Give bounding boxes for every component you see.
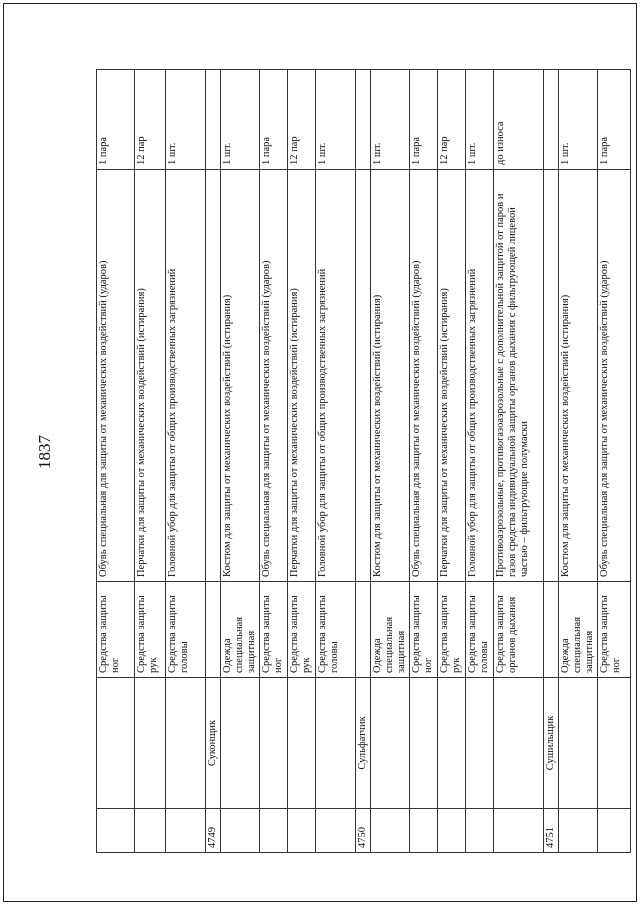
row-number-cell bbox=[221, 809, 260, 853]
ppe-norms-table bbox=[96, 69, 631, 853]
profession-cell bbox=[371, 678, 410, 809]
item-description-cell-text: Головной убор для защиты от общих производственных загрязнений bbox=[167, 268, 178, 577]
profession-cell bbox=[559, 678, 598, 809]
table-row bbox=[166, 70, 206, 853]
table-row bbox=[410, 70, 438, 853]
issue-norm-cell bbox=[135, 70, 166, 170]
row-number-cell bbox=[438, 809, 466, 853]
profession-cell bbox=[206, 678, 221, 809]
issue-norm-cell bbox=[97, 70, 135, 170]
profession-cell bbox=[166, 678, 206, 809]
item-description-cell bbox=[438, 170, 466, 582]
issue-norm-cell bbox=[544, 70, 559, 170]
issue-norm-cell-text: 12 пар bbox=[289, 136, 300, 165]
item-description-cell bbox=[135, 170, 166, 582]
item-description-cell-text: Обувь специальная для защиты от механических воздействий (ударов) bbox=[98, 260, 109, 577]
category-cell bbox=[166, 582, 206, 678]
category-cell bbox=[206, 582, 221, 678]
category-cell bbox=[316, 582, 356, 678]
category-cell bbox=[288, 582, 316, 678]
issue-norm-cell-text: 1 шт. bbox=[467, 142, 478, 165]
profession-cell bbox=[544, 678, 559, 809]
row-number-cell bbox=[410, 809, 438, 853]
item-description-cell bbox=[166, 170, 206, 582]
page-number: 1837 bbox=[35, 435, 54, 469]
issue-norm-cell-text: 12 пар bbox=[439, 136, 450, 165]
row-number-cell bbox=[494, 809, 544, 853]
category-cell bbox=[410, 582, 438, 678]
item-description-cell bbox=[494, 170, 544, 582]
issue-norm-cell bbox=[466, 70, 494, 170]
profession-row bbox=[206, 70, 221, 853]
item-description-cell-text: Головной убор для защиты от общих производственных загрязнений bbox=[317, 268, 328, 577]
profession-cell-text: Суконщик bbox=[207, 719, 218, 767]
profession-cell bbox=[135, 678, 166, 809]
item-description-cell bbox=[206, 170, 221, 582]
row-number-cell bbox=[288, 809, 316, 853]
profession-cell bbox=[494, 678, 544, 809]
category-cell-text: Средства защиты ног bbox=[261, 595, 284, 673]
row-number-cell bbox=[166, 809, 206, 853]
item-description-cell-text: Головной убор для защиты от общих производственных загрязнений bbox=[467, 268, 478, 577]
issue-norm-cell-text: 1 шт. bbox=[222, 142, 233, 165]
item-description-cell-text: Перчатки для защиты от механических воздействий (истирания) bbox=[439, 288, 450, 577]
category-cell bbox=[494, 582, 544, 678]
issue-norm-cell-text: 1 пара bbox=[261, 136, 272, 165]
category-cell bbox=[135, 582, 166, 678]
table-row bbox=[260, 70, 288, 853]
row-number-cell bbox=[356, 809, 371, 853]
row-number-cell bbox=[97, 809, 135, 853]
issue-norm-cell-text: 1 пара bbox=[98, 136, 109, 165]
issue-norm-cell bbox=[438, 70, 466, 170]
category-cell-text: Средства защиты головы bbox=[317, 595, 340, 673]
issue-norm-cell bbox=[494, 70, 544, 170]
table-row bbox=[494, 70, 544, 853]
issue-norm-cell bbox=[316, 70, 356, 170]
category-cell bbox=[466, 582, 494, 678]
item-description-cell bbox=[221, 170, 260, 582]
profession-cell-text: Сушильщик bbox=[545, 715, 556, 771]
category-cell bbox=[97, 582, 135, 678]
table-row bbox=[438, 70, 466, 853]
rotated-table-container bbox=[96, 70, 622, 853]
item-description-cell bbox=[544, 170, 559, 582]
profession-cell bbox=[356, 678, 371, 809]
category-cell bbox=[438, 582, 466, 678]
table-row bbox=[97, 70, 135, 853]
row-number-cell-text: 4749 bbox=[207, 827, 218, 848]
profession-cell bbox=[466, 678, 494, 809]
issue-norm-cell bbox=[410, 70, 438, 170]
row-number-cell-text: 4750 bbox=[357, 827, 368, 848]
issue-norm-cell bbox=[356, 70, 371, 170]
issue-norm-cell bbox=[371, 70, 410, 170]
category-cell-text: Средства защиты головы bbox=[167, 595, 190, 673]
row-number-cell bbox=[135, 809, 166, 853]
issue-norm-cell-text: 1 шт. bbox=[167, 142, 178, 165]
row-number-cell bbox=[260, 809, 288, 853]
category-cell-text: Средства защиты ног bbox=[599, 595, 622, 673]
profession-cell bbox=[316, 678, 356, 809]
item-description-cell bbox=[598, 170, 631, 582]
issue-norm-cell bbox=[166, 70, 206, 170]
issue-norm-cell bbox=[559, 70, 598, 170]
profession-cell bbox=[410, 678, 438, 809]
profession-row bbox=[356, 70, 371, 853]
category-cell-text: Одежда специальная защитная bbox=[222, 616, 257, 673]
category-cell-text: Средства защиты органов дыхания bbox=[495, 595, 518, 673]
issue-norm-cell-text: 1 шт. bbox=[560, 142, 571, 165]
issue-norm-cell bbox=[260, 70, 288, 170]
issue-norm-cell-text: 1 пара bbox=[599, 136, 610, 165]
category-cell-text: Средства защиты ног bbox=[98, 595, 121, 673]
profession-cell bbox=[97, 678, 135, 809]
issue-norm-cell-text: 1 шт. bbox=[372, 142, 383, 165]
item-description-cell bbox=[97, 170, 135, 582]
item-description-cell bbox=[371, 170, 410, 582]
category-cell bbox=[356, 582, 371, 678]
item-description-cell-text: Костюм для защиты от механических воздействий (истирания) bbox=[222, 294, 233, 577]
profession-cell bbox=[438, 678, 466, 809]
item-description-cell bbox=[410, 170, 438, 582]
category-cell-text: Одежда специальная защитная bbox=[560, 616, 595, 673]
profession-cell-text: Сульфатчик bbox=[357, 716, 368, 770]
category-cell bbox=[221, 582, 260, 678]
table-row bbox=[466, 70, 494, 853]
row-number-cell bbox=[206, 809, 221, 853]
profession-cell bbox=[260, 678, 288, 809]
row-number-cell bbox=[598, 809, 631, 853]
category-cell bbox=[598, 582, 631, 678]
item-description-cell-text: Костюм для защиты от механических воздействий (истирания) bbox=[560, 294, 571, 577]
table-body bbox=[97, 70, 631, 853]
issue-norm-cell bbox=[288, 70, 316, 170]
issue-norm-cell-text: 1 пара bbox=[411, 136, 422, 165]
table-row bbox=[288, 70, 316, 853]
category-cell-text: Средства защиты рук bbox=[136, 595, 159, 673]
item-description-cell-text: Противоаэрозольные, противогазоаэрозольные с дополнительной защитой от паров и газов средства индивидуальной защиты органов дыхания с фильтрующей лицевой частью – фильтрующие полумаски bbox=[495, 193, 530, 577]
row-number-cell bbox=[316, 809, 356, 853]
table-row bbox=[316, 70, 356, 853]
item-description-cell-text: Обувь специальная для защиты от механических воздействий (ударов) bbox=[411, 260, 422, 577]
issue-norm-cell-text: до износа bbox=[495, 121, 506, 165]
category-cell bbox=[260, 582, 288, 678]
table-row bbox=[221, 70, 260, 853]
item-description-cell bbox=[356, 170, 371, 582]
table-row bbox=[559, 70, 598, 853]
table-row bbox=[371, 70, 410, 853]
issue-norm-cell bbox=[206, 70, 221, 170]
issue-norm-cell-text: 1 шт. bbox=[317, 142, 328, 165]
category-cell-text: Одежда специальная защитная bbox=[372, 616, 407, 673]
item-description-cell-text: Перчатки для защиты от механических воздействий (истирания) bbox=[136, 288, 147, 577]
table-row bbox=[598, 70, 631, 853]
issue-norm-cell bbox=[221, 70, 260, 170]
category-cell bbox=[559, 582, 598, 678]
item-description-cell bbox=[288, 170, 316, 582]
issue-norm-cell bbox=[598, 70, 631, 170]
row-number-cell bbox=[559, 809, 598, 853]
category-cell-text: Средства защиты ног bbox=[411, 595, 434, 673]
category-cell-text: Средства защиты рук bbox=[439, 595, 462, 673]
row-number-cell bbox=[544, 809, 559, 853]
profession-cell bbox=[598, 678, 631, 809]
category-cell-text: Средства защиты рук bbox=[289, 595, 312, 673]
category-cell bbox=[371, 582, 410, 678]
category-cell bbox=[544, 582, 559, 678]
item-description-cell-text: Перчатки для защиты от механических воздействий (истирания) bbox=[289, 288, 300, 577]
profession-cell bbox=[221, 678, 260, 809]
profession-cell bbox=[288, 678, 316, 809]
row-number-cell-text: 4751 bbox=[545, 827, 556, 848]
item-description-cell bbox=[559, 170, 598, 582]
item-description-cell bbox=[466, 170, 494, 582]
category-cell-text: Средства защиты головы bbox=[467, 595, 490, 673]
item-description-cell-text: Костюм для защиты от механических воздействий (истирания) bbox=[372, 294, 383, 577]
profession-row bbox=[544, 70, 559, 853]
table-row bbox=[135, 70, 166, 853]
row-number-cell bbox=[371, 809, 410, 853]
item-description-cell-text: Обувь специальная для защиты от механических воздействий (ударов) bbox=[261, 260, 272, 577]
issue-norm-cell-text: 12 пар bbox=[136, 136, 147, 165]
item-description-cell bbox=[260, 170, 288, 582]
row-number-cell bbox=[466, 809, 494, 853]
item-description-cell bbox=[316, 170, 356, 582]
item-description-cell-text: Обувь специальная для защиты от механических воздействий (ударов) bbox=[599, 260, 610, 577]
